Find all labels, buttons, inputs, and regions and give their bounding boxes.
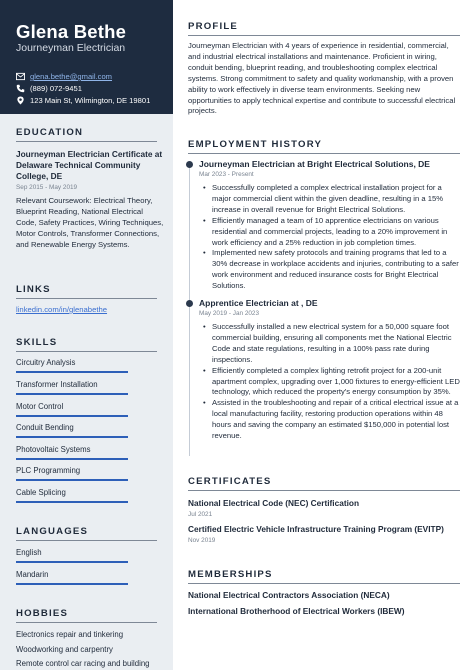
language-item	[16, 548, 128, 557]
divider	[188, 583, 460, 584]
phone-icon	[16, 84, 25, 93]
skill-bar	[16, 415, 128, 417]
divider	[16, 141, 157, 142]
languages-heading: LANGUAGES	[16, 526, 89, 537]
skill-bar	[16, 393, 128, 395]
membership-item: International Brotherhood of Electrical Workers (IBEW)	[188, 606, 405, 616]
skill-item	[16, 466, 128, 475]
hobby-item: Woodworking and carpentry	[16, 645, 113, 654]
job-date: May 2019 - Jan 2023	[199, 310, 260, 317]
skill-label: Motor Control	[16, 402, 64, 411]
job-date: Mar 2023 - Present	[199, 171, 254, 178]
address-text: 123 Main St, Wilmington, DE 19801	[30, 96, 151, 105]
job-title: Journeyman Electrician at Bright Electrical Solutions, DE	[199, 159, 430, 169]
divider	[16, 622, 157, 623]
language-bar	[16, 561, 128, 563]
linkedin-link[interactable]: linkedin.com/in/glenabethe	[16, 305, 108, 314]
contact-address	[16, 96, 150, 105]
contact-phone	[16, 84, 82, 93]
phone-text: (889) 072-9451	[30, 84, 82, 93]
email-link[interactable]: glena.bethe@gmail.com	[30, 72, 113, 81]
skill-label: Conduit Bending	[16, 423, 74, 432]
job-bullet: • Efficiently completed a complex lighting retrofit project for a 200-unit apartment complex, upgrading over 1,000 fixtures to energy-efficient LED technology, which reduced the property's energy consumption by 35%.	[199, 366, 461, 399]
skills-heading: SKILLS	[16, 337, 58, 348]
candidate-name: Glena Bethe	[16, 21, 127, 42]
language-label: English	[16, 548, 42, 557]
divider	[188, 35, 460, 36]
hobbies-heading: HOBBIES	[16, 608, 69, 619]
skill-bar-fill	[16, 371, 128, 373]
skill-bar-fill	[16, 458, 128, 460]
skill-item	[16, 380, 128, 389]
skill-bar	[16, 458, 128, 460]
education-date: Sep 2015 - May 2019	[16, 184, 78, 191]
divider	[16, 298, 157, 299]
location-icon	[16, 96, 25, 105]
hobby-item: Remote control car racing and building	[16, 659, 150, 668]
skill-bar	[16, 501, 128, 503]
divider	[16, 540, 157, 541]
divider	[188, 153, 460, 154]
education-degree: Journeyman Electrician Certificate at Delaware Technical Community College, DE	[16, 149, 163, 181]
hobby-item: Electronics repair and tinkering	[16, 630, 124, 639]
memberships-heading: MEMBERSHIPS	[188, 569, 273, 580]
skill-label: Circuitry Analysis	[16, 358, 76, 367]
job-bullet: • Efficiently managed a team of 10 apprentice electricians on various residential and commercial projects, leading to a 20% improvement in work efficiency and a 25% reduction in job completion times.	[199, 216, 461, 249]
skill-item	[16, 402, 128, 411]
timeline-dot	[186, 161, 193, 168]
certificates-heading: CERTIFICATES	[188, 476, 272, 487]
skill-bar-fill	[16, 415, 128, 417]
language-item	[16, 570, 128, 579]
language-bar-fill	[16, 583, 128, 585]
skill-label: Photovoltaic Systems	[16, 445, 91, 454]
skill-bar-fill	[16, 501, 128, 503]
education-heading: EDUCATION	[16, 127, 84, 138]
skill-bar-fill	[16, 393, 128, 395]
membership-item: National Electrical Contractors Association (NECA)	[188, 590, 390, 600]
skill-bar-fill	[16, 436, 128, 438]
job-bullets	[199, 183, 461, 292]
skill-bar	[16, 436, 128, 438]
skill-label: PLC Programming	[16, 466, 81, 475]
job-bullet: • Implemented new safety protocols and training programs that led to a 30% decrease in workplace accidents and injuries, contributing to a safer work environment and reduced insurance costs for Bright Electrical Solutions.	[199, 248, 461, 292]
links-heading: LINKS	[16, 284, 51, 295]
contact-email[interactable]	[16, 72, 112, 81]
job-bullet: • Successfully installed a new electrical system for a 50,000 square foot commercial building, ensuring all components met the National Electric Code and state regulations, resulting in a 100% pass rate during inspections.	[199, 322, 461, 366]
timeline-dot	[186, 300, 193, 307]
language-bar	[16, 583, 128, 585]
skill-bar	[16, 371, 128, 373]
language-bar-fill	[16, 561, 128, 563]
job-bullet: • Successfully completed a complex electrical installation project for a major commercial client within the given deadline, resulting in a 15% increase in overall revenue for Bright Electrical Solutions.	[199, 183, 461, 216]
skill-label: Transformer Installation	[16, 380, 98, 389]
job-title: Apprentice Electrician at , DE	[199, 298, 318, 308]
skill-item	[16, 423, 128, 432]
language-label: Mandarin	[16, 570, 49, 579]
certificate-name: National Electrical Code (NEC) Certification	[188, 498, 360, 508]
job-title: Journeyman Electrician	[16, 42, 126, 54]
job-bullet: • Assisted in the troubleshooting and repair of a critical electrical issue at a local manufacturing facility, restoring production operations within 48 hours and saving the company an estimated $150,000 in potential lost revenue.	[199, 398, 461, 442]
skill-label: Cable Splicing	[16, 488, 66, 497]
profile-heading: PROFILE	[188, 21, 238, 32]
certificate-date: Jul 2021	[188, 511, 213, 518]
profile-text: Journeyman Electrician with 4 years of experience in residential, commercial, and industrial electrical installations and maintenance. Proficient in wiring, conduit bending, blueprint reading, and troubleshooting complex electrical systems. Strong commitment to safety and quality workmanship, with a proven ability to work effectively in diverse team environments. Seeking new opportunities to apply technical expertise and contribute to successful electrical projects.	[188, 41, 456, 116]
skill-item	[16, 488, 128, 497]
job-bullets	[199, 322, 461, 442]
skill-bar-fill	[16, 479, 128, 481]
main-content	[173, 0, 474, 670]
divider	[16, 351, 157, 352]
divider	[188, 490, 460, 491]
timeline-line	[189, 168, 190, 456]
certificate-date: Nov 2019	[188, 537, 216, 544]
mail-icon	[16, 72, 25, 81]
skill-bar	[16, 479, 128, 481]
education-coursework: Relevant Coursework: Electrical Theory, Blueprint Reading, National Electrical Code, Safety Practices, Wiring Techniques, Motor Controls, Transformer Connections, and Renewable Energy Systems.	[16, 196, 164, 249]
skill-item	[16, 358, 128, 367]
employment-heading: EMPLOYMENT HISTORY	[188, 139, 323, 150]
skill-item	[16, 445, 128, 454]
certificate-name: Certified Electric Vehicle Infrastructure Training Program (EVITP)	[188, 524, 444, 534]
